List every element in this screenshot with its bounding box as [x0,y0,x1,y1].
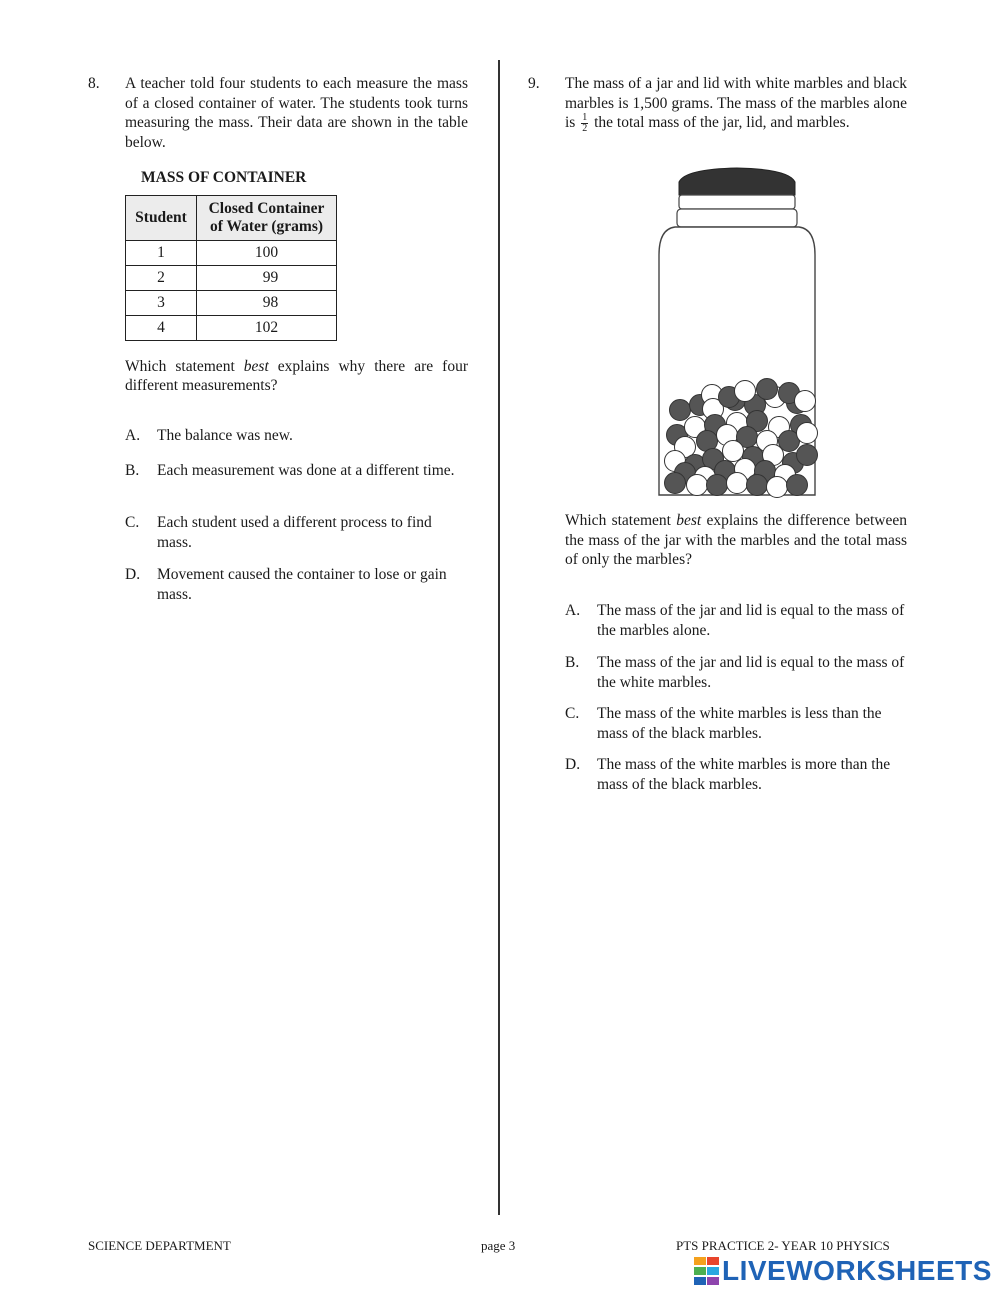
black-marble [707,475,728,496]
white-marble [767,477,788,498]
footer-right: PTS PRACTICE 2- YEAR 10 PHYSICS [676,1238,890,1253]
white-marble [723,441,744,462]
table-row [126,265,337,290]
student-cell: 1 [126,240,197,265]
black-marble [670,400,691,421]
table-row [126,315,337,340]
white-marble [797,423,818,444]
black-marble [747,475,768,496]
mass-cell: 99 [197,265,337,290]
choice-text: The mass of the jar and lid is equal to the mass of the white marbles. [597,654,905,691]
black-marble [797,445,818,466]
choice-d[interactable] [565,755,910,795]
header-mass-line1: Closed Container [208,199,325,217]
table-row [126,290,337,315]
mass-cell: 100 [197,240,337,265]
choice-text: The balance was new. [157,427,293,444]
choice-d[interactable] [125,565,470,605]
choice-b[interactable] [565,653,910,693]
jar-with-marbles-image [655,165,820,500]
jar-neck [677,209,797,227]
choice-letter: B. [565,654,580,671]
choice-letter: D. [125,566,141,583]
table-row [126,240,337,265]
black-marble [787,475,808,496]
white-marble [795,391,816,412]
choice-letter: A. [125,427,141,444]
jar-neck-ring [679,195,795,209]
brand-text: LIVEWORKSHEETS [722,1255,992,1287]
footer-page-number: page 3 [481,1238,516,1253]
emphasis-best: best [243,357,269,375]
choice-letter: D. [565,756,581,773]
table-title: MASS OF CONTAINER [141,169,307,186]
fraction-one-half: $\frac{1}{2}$ [582,112,588,134]
choice-text: Each student used a different process to find mass. [157,514,432,551]
choice-a[interactable] [125,426,470,446]
question-intro: A teacher told four students to each measure the mass of a closed container of water. The students took turns measuring the mass. Their data are shown in the table below. [125,75,468,151]
mass-table [125,195,337,341]
logo-blocks-icon [694,1257,720,1285]
choice-text: Each measurement was done at a different time. [157,462,455,479]
student-cell: 4 [126,315,197,340]
question-number: 8. [88,75,100,92]
student-cell: 2 [126,265,197,290]
question-intro: The mass of a jar and lid with white marbles and black marbles is 1,500 grams. The mass of the marbles alone is $\frac{1}{2}$ the total mass of the jar, lid, and marbles. [565,75,907,134]
choice-letter: C. [125,514,140,531]
header-mass-line2: of Water (grams) [209,217,324,235]
question-9-prompt: Which statement best explains the difference between the mass of the jar with the marbles and the total mass of only the marbles? [565,512,907,568]
choice-text: The mass of the white marbles is less than the mass of the black marbles. [597,705,882,742]
choice-letter: A. [565,602,581,619]
question-prompt: Which statement best explains why there are four different measurements? [125,357,468,394]
emphasis-best: best [676,512,702,529]
footer-left: SCIENCE DEPARTMENT [88,1238,231,1253]
black-marble [757,379,778,400]
table-header-row [126,195,337,240]
black-marble [665,473,686,494]
choice-c[interactable] [125,513,470,553]
choice-letter: C. [565,705,580,722]
question-number: 9. [528,75,540,92]
student-cell: 3 [126,290,197,315]
header-mass [197,195,337,240]
choice-text: The mass of the white marbles is more than the mass of the black marbles. [597,756,891,793]
mass-cell: 98 [197,290,337,315]
white-marble [727,473,748,494]
header-student: Student [126,195,197,240]
liveworksheets-logo [694,1255,992,1287]
choice-letter: B. [125,462,140,479]
choice-text: The mass of the jar and lid is equal to the mass of the marbles alone. [597,602,905,639]
white-marble [687,475,708,496]
choice-c[interactable] [565,704,910,744]
choice-b[interactable] [125,461,470,501]
white-marble [735,381,756,402]
question-body [125,74,468,396]
column-divider [498,60,500,1215]
mass-cell: 102 [197,315,337,340]
jar-lid [679,168,795,195]
choice-a[interactable] [565,601,910,641]
choice-text: Movement caused the container to lose or gain mass. [157,566,447,603]
